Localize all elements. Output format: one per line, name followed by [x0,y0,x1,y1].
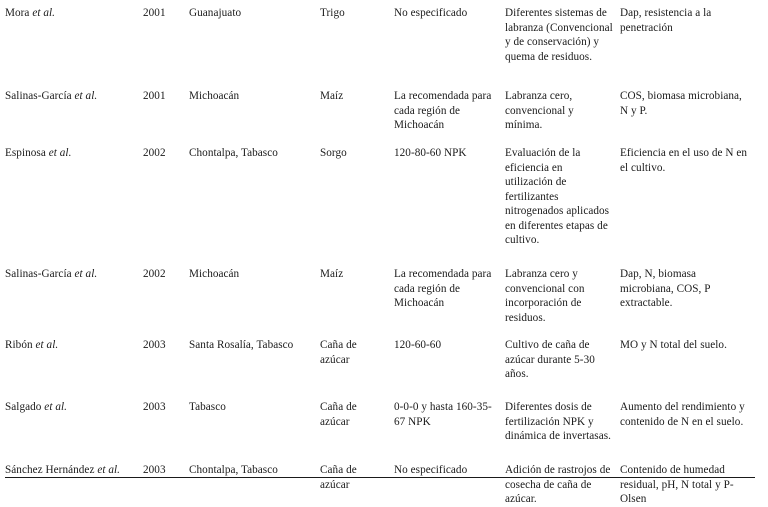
cell-treatment: Diferentes sistemas de labranza (Convencional y de conservación) y quema de residuos. [505,7,613,63]
study-table-body [5,0,755,507]
author-etal: et al. [44,401,68,413]
cell-variables: Eficiencia en el uso de N en el cultivo. [620,147,748,174]
table-row [5,80,755,137]
author-name: Sánchez Hernández [5,464,95,476]
cell-fertilization: No especificado [394,464,468,476]
cell-author [5,391,143,454]
cell-variables: Dap, resistencia a la penetración [620,7,712,34]
author-name: Salinas-García [5,268,72,280]
cell-crop: Caña de azúcar [320,464,357,491]
cell-year: 2003 [143,339,166,351]
cell-crop: Caña de azúcar [320,339,357,366]
table-row [5,258,755,329]
author-etal: et al. [48,147,72,159]
cell-treatment: Labranza cero, convencional y mínima. [505,90,574,132]
author-name: Ribón [5,339,33,351]
author-etal: et al. [74,90,98,102]
cell-location: Chontalpa, Tabasco [189,147,278,159]
cell-fertilization: 120-80-60 NPK [394,147,467,159]
cell-year: 2002 [143,147,166,159]
cell-crop: Maíz [320,268,344,280]
table-row [5,454,755,507]
cell-author [5,80,143,137]
cell-author [5,137,143,258]
author-etal: et al. [74,268,98,280]
cell-variables: Aumento del rendimiento y contenido de N en el suelo. [620,401,745,428]
cell-variables: Contenido de humedad residual, pH, N total y P-Olsen [620,464,734,506]
cell-year: 2002 [143,268,166,280]
cell-fertilization: La recomendada para cada región de Michoacán [394,90,492,132]
cell-fertilization: 0-0-0 y hasta 160-35-67 NPK [394,401,492,428]
cell-crop: Trigo [320,7,345,19]
table-row [5,329,755,391]
cell-variables: MO y N total del suelo. [620,339,727,351]
author-etal: et al. [97,464,121,476]
table-row [5,391,755,454]
table-row [5,0,755,80]
author-name: Salgado [5,401,42,413]
cell-variables: COS, biomasa microbiana, N y P. [620,90,742,117]
cell-year: 2001 [143,90,166,102]
cell-fertilization: No especificado [394,7,468,19]
cell-author [5,329,143,391]
author-name: Espinosa [5,147,46,159]
cell-crop: Sorgo [320,147,347,159]
cell-treatment: Labranza cero y convencional con incorporación de residuos. [505,268,585,324]
study-table [5,0,755,507]
cell-treatment: Adición de rastrojos de cosecha de caña de azúcar. [505,464,611,506]
cell-variables: Dap, N, biomasa microbiana, COS, P extractable. [620,268,711,310]
cell-location: Tabasco [189,401,226,413]
author-name: Mora [5,7,30,19]
table-bottom-rule [5,477,755,478]
author-etal: et al. [35,339,59,351]
cell-author [5,258,143,329]
cell-year: 2003 [143,464,166,476]
cell-crop: Maíz [320,90,344,102]
cell-crop: Caña de azúcar [320,401,357,428]
cell-location: Santa Rosalía, Tabasco [189,339,294,351]
cell-year: 2003 [143,401,166,413]
table-row [5,137,755,258]
cell-treatment: Diferentes dosis de fertilización NPK y dinámica de invertasas. [505,401,611,443]
author-etal: et al. [32,7,56,19]
cell-location: Guanajuato [189,7,242,19]
author-name: Salinas-García [5,90,72,102]
cell-location: Chontalpa, Tabasco [189,464,278,476]
cell-location: Michoacán [189,90,240,102]
cell-fertilization: La recomendada para cada región de Michoacán [394,268,492,310]
cell-year: 2001 [143,7,166,19]
cell-location: Michoacán [189,268,240,280]
cell-fertilization: 120-60-60 [394,339,442,351]
cell-treatment: Cultivo de caña de azúcar durante 5-30 años. [505,339,595,381]
cell-treatment: Evaluación de la eficiencia en utilización de fertilizantes nitrogenados aplicados en diferentes etapas de cultivo. [505,147,610,247]
cell-author [5,0,143,80]
cell-author [5,454,143,507]
